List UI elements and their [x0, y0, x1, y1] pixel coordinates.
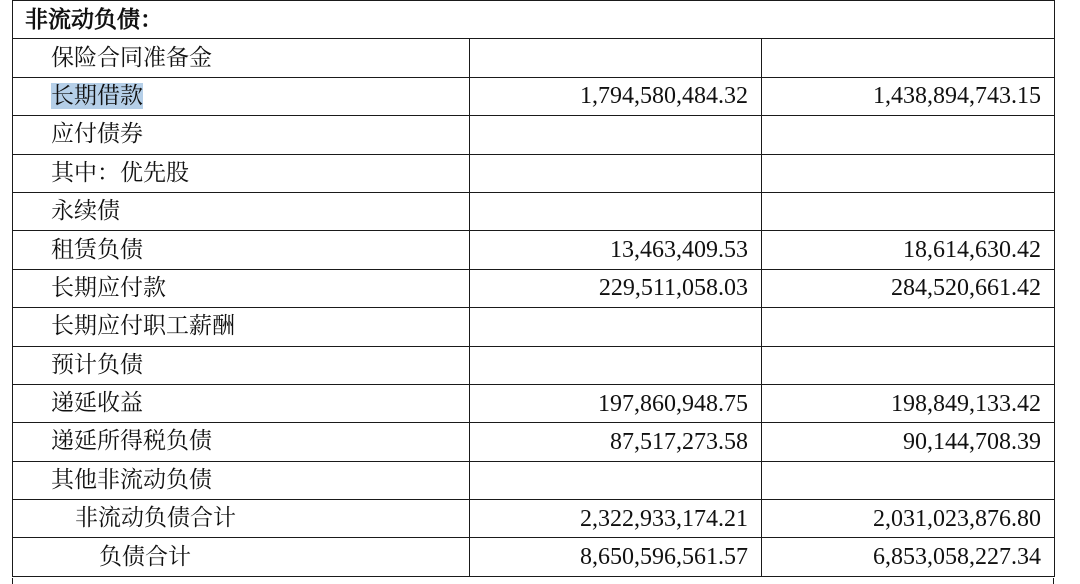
- row-label-container: [13, 77, 470, 115]
- period-start-value: 2,031,023,876.80: [762, 500, 1055, 538]
- row-label: 递延收益: [13, 384, 470, 422]
- period-start-value: [762, 116, 1055, 154]
- period-end-value: 197,860,948.75: [470, 384, 762, 422]
- period-start-value: [762, 346, 1055, 384]
- row-label: 预计负债: [13, 346, 470, 384]
- period-start-value: 90,144,708.39: [762, 423, 1055, 461]
- table-row: [13, 384, 1055, 422]
- period-end-value: [470, 116, 762, 154]
- total-row: [13, 538, 1055, 576]
- period-start-value: [762, 39, 1055, 77]
- period-end-value: 87,517,273.58: [470, 423, 762, 461]
- period-start-value: [762, 461, 1055, 499]
- table-row: [13, 308, 1055, 346]
- table-row: [13, 39, 1055, 77]
- table-row: [13, 346, 1055, 384]
- row-label: 保险合同准备金: [13, 39, 470, 77]
- table-row: [13, 269, 1055, 307]
- balance-sheet-table: [12, 0, 1055, 577]
- period-start-value: [762, 308, 1055, 346]
- period-end-value: 229,511,058.03: [470, 269, 762, 307]
- period-start-value: [762, 192, 1055, 230]
- period-end-value: 1,794,580,484.32: [470, 77, 762, 115]
- period-end-value: [470, 346, 762, 384]
- period-end-value: [470, 461, 762, 499]
- table-row: [13, 77, 1055, 115]
- period-start-value: 6,853,058,227.34: [762, 538, 1055, 576]
- period-start-value: 198,849,133.42: [762, 384, 1055, 422]
- table-row: [13, 154, 1055, 192]
- row-label: 其他非流动负债: [13, 461, 470, 499]
- row-label: 递延所得税负债: [13, 423, 470, 461]
- row-label: 应付债券: [13, 116, 470, 154]
- table-row: [13, 461, 1055, 499]
- period-start-value: 284,520,661.42: [762, 269, 1055, 307]
- table-row: [13, 423, 1055, 461]
- row-label: 长期应付职工薪酬: [13, 308, 470, 346]
- period-end-value: [470, 154, 762, 192]
- period-end-value: 13,463,409.53: [470, 231, 762, 269]
- row-label: 长期应付款: [13, 269, 470, 307]
- table-continuation-border: [12, 578, 1054, 584]
- subtotal-row: [13, 500, 1055, 538]
- period-end-value: 8,650,596,561.57: [470, 538, 762, 576]
- subtotal-label: 非流动负债合计: [13, 500, 470, 538]
- period-start-value: 18,614,630.42: [762, 231, 1055, 269]
- table-row: [13, 192, 1055, 230]
- section-title: 非流动负债：: [13, 1, 1055, 39]
- period-end-value: [470, 39, 762, 77]
- period-end-value: 2,322,933,174.21: [470, 500, 762, 538]
- table-row: [13, 231, 1055, 269]
- row-label: 永续债: [13, 192, 470, 230]
- period-start-value: [762, 154, 1055, 192]
- row-label: 租赁负债: [13, 231, 470, 269]
- period-end-value: [470, 192, 762, 230]
- highlighted-row-label: 长期借款: [51, 82, 143, 109]
- row-label: 其中：优先股: [13, 154, 470, 192]
- section-header-row: [13, 1, 1055, 39]
- period-start-value: 1,438,894,743.15: [762, 77, 1055, 115]
- period-end-value: [470, 308, 762, 346]
- total-label: 负债合计: [13, 538, 470, 576]
- table-row: [13, 116, 1055, 154]
